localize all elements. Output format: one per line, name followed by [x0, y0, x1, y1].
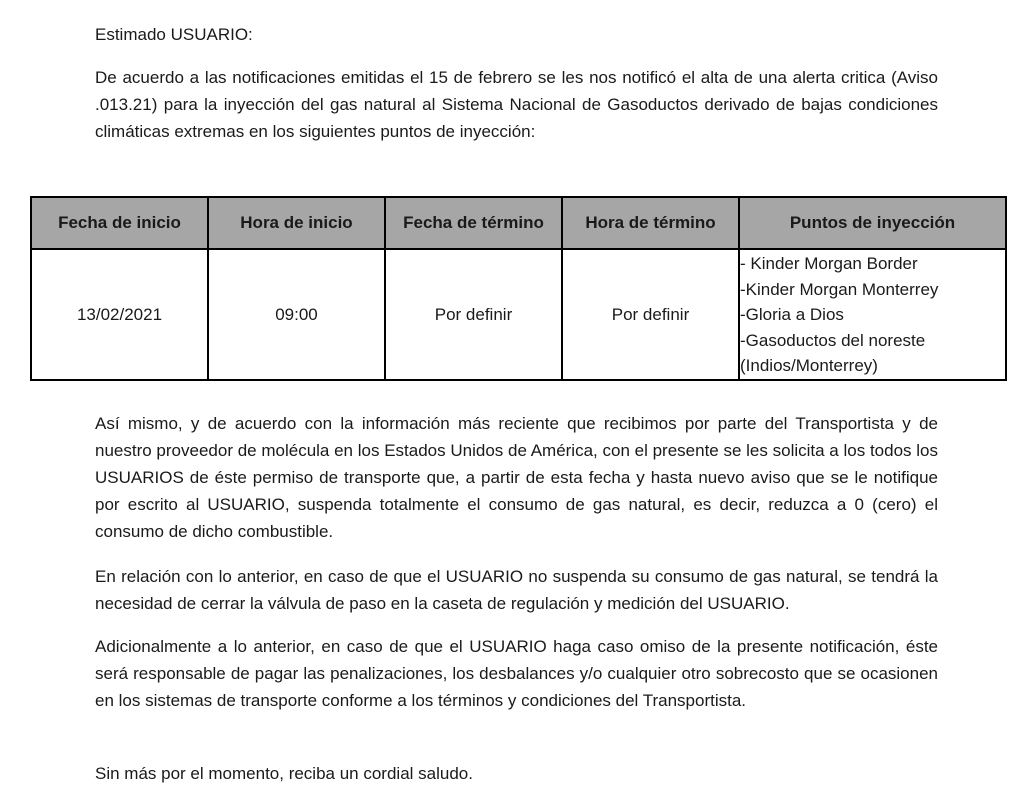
- header-fecha-termino: Fecha de término: [385, 197, 562, 249]
- injection-point: -Gasoductos del noreste: [740, 330, 926, 350]
- header-fecha-inicio: Fecha de inicio: [31, 197, 208, 249]
- injection-points-table: [30, 196, 1007, 381]
- paragraph-valve-closure: En relación con lo anterior, en caso de que el USUARIO no suspenda su consumo de gas natural, se tendrá la necesidad de cerrar la válvula de paso en la caseta de regulación y medición del USUARIO.: [95, 567, 938, 613]
- paragraph-penalties: Adicionalmente a lo anterior, en caso de que el USUARIO haga caso omiso de la presente notificación, éste será responsable de pagar las penalizaciones, los desbalances y/o cualquier otro sobrecosto que se ocasionen en los sistemas de transporte conforme a los términos y condiciones del Transportista.: [95, 637, 938, 710]
- table-row: [31, 249, 1006, 380]
- cell-hora-inicio: 09:00: [208, 249, 385, 380]
- cell-puntos-inyeccion: [739, 249, 1006, 380]
- cell-fecha-termino: Por definir: [385, 249, 562, 380]
- header-hora-termino: Hora de término: [562, 197, 739, 249]
- header-hora-inicio: Hora de inicio: [208, 197, 385, 249]
- injection-point: -Gloria a Dios: [740, 305, 844, 324]
- closing: Sin más por el momento, reciba un cordial saludo.: [95, 764, 473, 783]
- cell-fecha-inicio: 13/02/2021: [31, 249, 208, 380]
- cell-hora-termino: Por definir: [562, 249, 739, 380]
- injection-point: -Kinder Morgan Monterrey: [740, 279, 939, 299]
- intro-paragraph: De acuerdo a las notificaciones emitidas el 15 de febrero se les nos notificó el alta de una alerta critica (Aviso .013.21) para la inyección del gas natural al Sistema Nacional de Gasoductos derivado de bajas condiciones climáticas extremas en los siguientes puntos de inyección:: [95, 68, 938, 141]
- injection-point: - Kinder Morgan Border: [740, 254, 918, 273]
- paragraph-suspension: Así mismo, y de acuerdo con la información más reciente que recibimos por parte del Transportista y de nuestro proveedor de molécula en los Estados Unidos de América, con el presente se les solicita a los todos los USUARIOS de éste permiso de transporte que, a partir de esta fecha y hasta nuevo aviso que se le notifique por escrito al USUARIO, suspenda totalmente el consumo de gas natural, es decir, reduzca a 0 (cero) el consumo de dicho combustible.: [95, 414, 938, 541]
- table-header-row: [31, 197, 1006, 249]
- greeting: Estimado USUARIO:: [95, 25, 253, 44]
- injection-point: (Indios/Monterrey): [740, 356, 878, 375]
- header-puntos-inyeccion: Puntos de inyección: [739, 197, 1006, 249]
